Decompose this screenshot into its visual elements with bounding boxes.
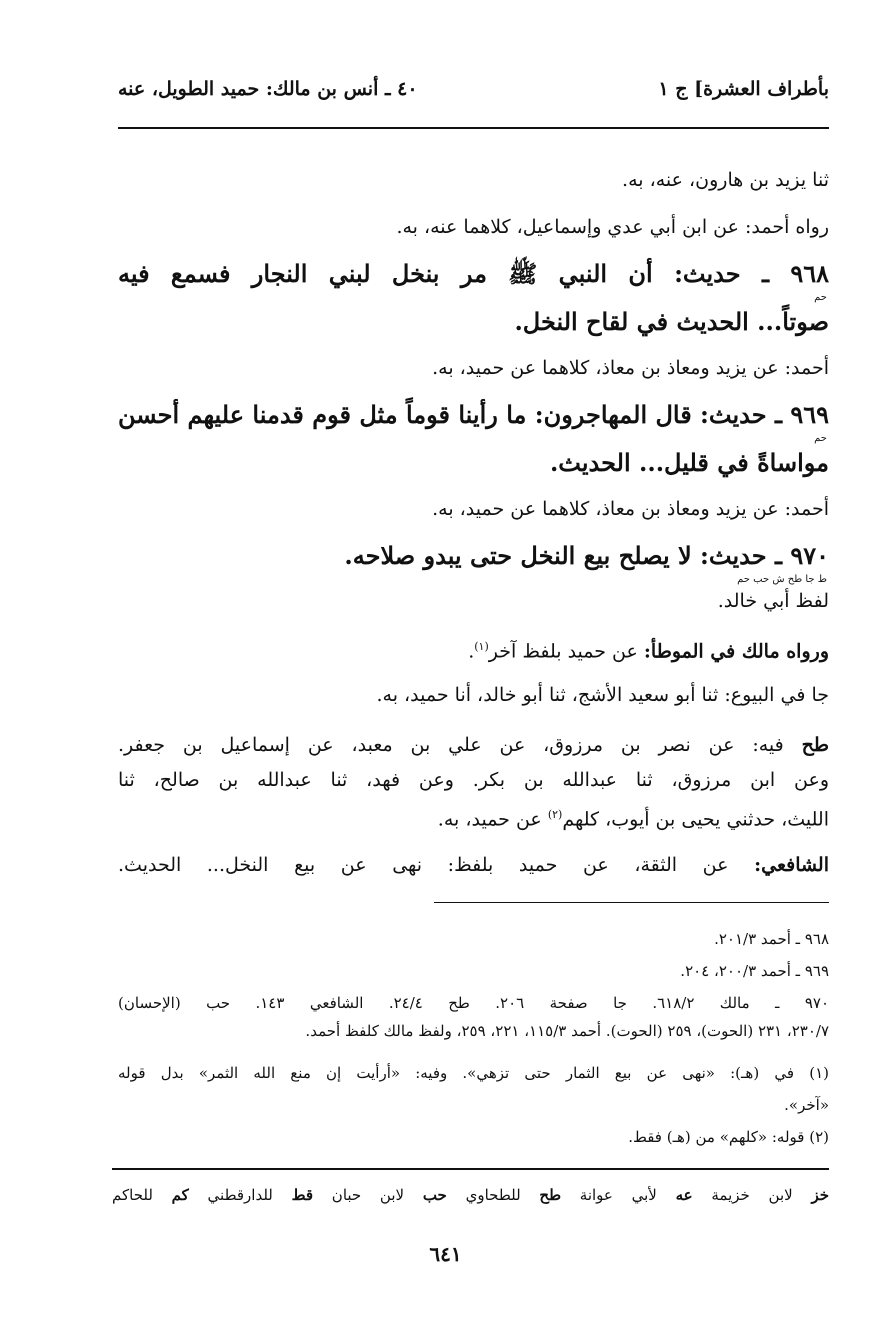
tahawi-line (118, 730, 829, 760)
text-segment: الليث، حدثني يحيى بن أيوب، كلهم (562, 808, 829, 831)
source-text: عن حميد بلفظ آخر (488, 640, 638, 663)
abbr-item: قط للدارقطني (207, 1186, 314, 1204)
shafii-line (118, 850, 829, 880)
header-volume: بأطراف العشرة] ج ١ (658, 78, 829, 100)
hadith-number: ٩٧٠ ـ حديث: (700, 541, 829, 570)
text-line: رواه أحمد: عن ابن أبي عدي وإسماعيل، كلاهما عنه، به. (396, 216, 829, 238)
abbreviations-key (112, 1186, 829, 1204)
hadith-text: قال المهاجرون: ما رأينا قوماً مثل قوم قدمنا عليهم أحسن (117, 400, 692, 429)
source-line: أحمد: عن يزيد ومعاذ بن معاذ، كلاهما عن حميد، به. (432, 357, 829, 379)
note-1-cont: «آخر». (784, 1096, 829, 1114)
text-line (118, 800, 829, 834)
text-segment: عن حميد، به. (437, 808, 542, 831)
running-header (118, 78, 829, 118)
hadith-969 (118, 397, 829, 433)
hadith-968 (118, 256, 829, 292)
footnote-ref: (١) (474, 640, 489, 653)
footnote-968: ٩٦٨ ـ أحمد ٢٠١/٣. (714, 930, 829, 948)
footnote-ref: (٢) (547, 808, 563, 821)
hadith-970 (118, 538, 829, 574)
source-marks: ط جا طح ش حب حم (737, 574, 827, 585)
abbr-item: عه لأبي عوانة (579, 1186, 693, 1204)
header-rule (118, 127, 829, 129)
text-line: لفظ أبي خالد. (717, 590, 829, 612)
note-2: (٢) قوله: «كلهم» من (هـ) فقط. (628, 1128, 829, 1146)
source-line: أحمد: عن يزيد ومعاذ بن معاذ، كلاهما عن حميد، به. (432, 498, 829, 520)
source-marks: حم (814, 433, 827, 444)
footnote-969: ٩٦٩ ـ أحمد ٢٠٠/٣، ٢٠٤. (680, 962, 829, 980)
hadith-continuation: صوتاً... الحديث في لقاح النخل. (514, 307, 829, 336)
source-text: فيه: عن نصر بن مرزوق، عن علي بن معبد، عن إسماعيل بن جعفر. (118, 734, 784, 756)
abbreviations-rule (112, 1168, 829, 1170)
source-label: الشافعي: (754, 854, 829, 876)
hadith-text: أن النبي ﷺ مر بنخل لبني النجار فسمع فيه (118, 259, 653, 288)
text-line: جا في البيوع: ثنا أبو سعيد الأشج، ثنا أبو خالد، أنا حميد، به. (376, 684, 829, 706)
text-line: ثنا يزيد بن هارون، عنه، به. (622, 169, 829, 191)
hadith-continuation: مواساةً في قليل... الحديث. (549, 448, 829, 477)
footnote-970-cont: ٢٣٠/٧، ٢٣١ (الحوت)، ٢٥٩ (الحوت). أحمد ١١٥/٣، ٢٢١، ٢٥٩، ولفظ مالك كلفظ أحمد. (305, 1022, 829, 1040)
abbr-item: حب لابن حبان (331, 1186, 447, 1204)
hadith-text: لا يصلح بيع النخل حتى يبدو صلاحه. (344, 541, 692, 570)
malik-line: ورواه مالك في الموطأ: عن حميد بلفظ آخر$^{(١)}$. (468, 640, 829, 663)
footnote-rule (434, 902, 829, 903)
header-chapter: ٤٠ ـ أنس بن مالك: حميد الطويل، عنه (118, 78, 418, 100)
abbr-item: خز لابن خزيمة (711, 1186, 829, 1204)
hadith-number: ٩٦٨ ـ حديث: (674, 259, 829, 288)
source-label: ورواه مالك في الموطأ: (643, 640, 829, 663)
abbr-item: كم للحاكم (112, 1186, 189, 1204)
note-1: (١) في (هـ): «نهى عن بيع الثمار حتى تزهي». وفيه: «أرأيت إن منع الله الثمر» بدل قوله (118, 1064, 829, 1082)
source-text: عن الثقة، عن حميد بلفظ: نهى عن بيع النخل... الحديث. (118, 854, 729, 876)
abbr-item: طح للطحاوي (465, 1186, 562, 1204)
source-marks: حم (814, 292, 827, 303)
page-number: ٦٤١ (429, 1242, 462, 1266)
footnote-970: ٩٧٠ ـ مالك ٦١٨/٢. جا صفحة ٢٠٦. طح ٢٤/٤. الشافعي ١٤٣. حب (الإحسان) (118, 994, 829, 1012)
hadith-number: ٩٦٩ ـ حديث: (700, 400, 829, 429)
text-line: وعن ابن مرزوق، ثنا عبدالله بن بكر. وعن فهد، ثنا عبدالله بن صالح، ثنا (118, 769, 829, 791)
source-label: طح (801, 734, 829, 756)
